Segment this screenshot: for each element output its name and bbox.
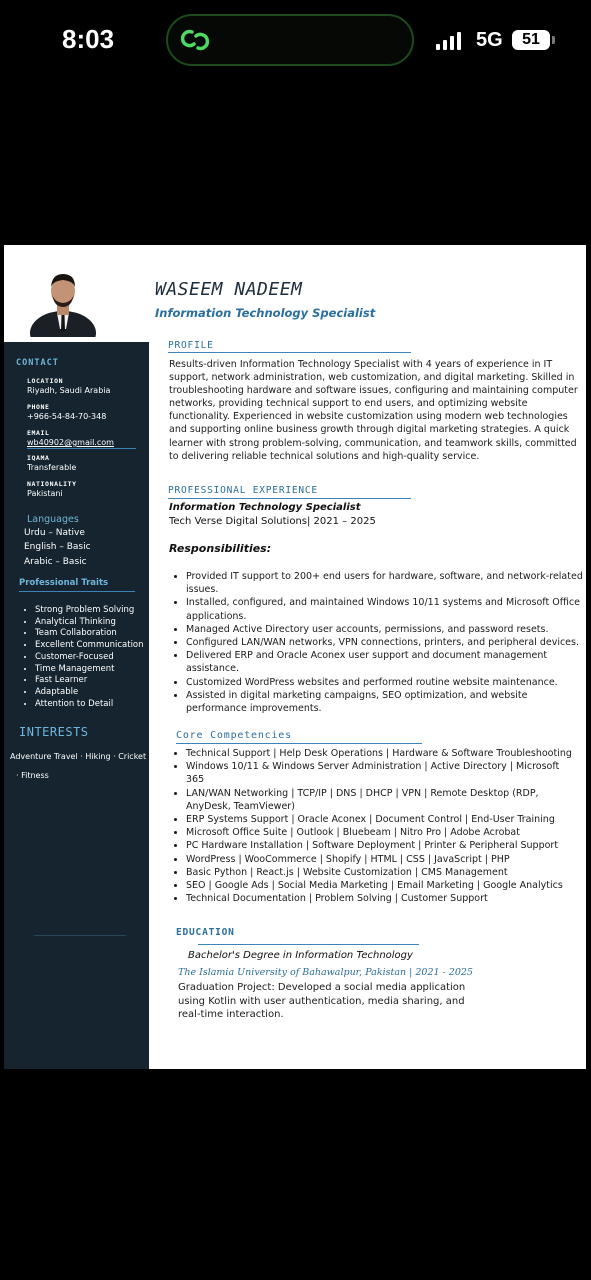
network-type: 5G — [476, 29, 503, 51]
iqama-label: IQAMA — [27, 454, 50, 462]
nationality-value: Pakistani — [27, 489, 63, 498]
education-heading: EDUCATION — [176, 927, 235, 938]
education-degree: Bachelor's Degree in Information Technology — [188, 950, 413, 961]
list-item: • Basic Python | React.js | Website Customization | CMS Management — [186, 866, 576, 879]
battery-icon: 51 — [512, 30, 550, 50]
clock: 8:03 — [62, 24, 115, 54]
battery-tip — [552, 36, 555, 44]
experience-rule — [168, 498, 411, 499]
list-item: • Technical Support | Help Desk Operations | Hardware & Software Troubleshooting — [186, 747, 576, 760]
sidebar-bottom-rule — [34, 935, 126, 936]
education-project: Graduation Project: Developed a social media application using Kotlin with user authentication, media sharing, and real-time interaction. — [178, 982, 466, 1020]
list-item: • Assisted in digital marketing campaigns, SEO optimization, and website performance improvements. — [186, 689, 584, 715]
list-item: • Customized WordPress websites and performed routine website maintenance. — [186, 676, 584, 689]
email-link[interactable]: wb40902@gmail.com — [27, 438, 114, 447]
traits-list — [24, 605, 144, 710]
cellular-signal-icon — [436, 30, 466, 50]
list-item: • WordPress | WooCommerce | Shopify | HTML | CSS | JavaScript | PHP — [186, 853, 576, 866]
education-rule — [198, 944, 419, 945]
list-item: • ERP Systems Support | Oracle Aconex | Document Control | End-User Training — [186, 813, 576, 826]
resume-document — [4, 245, 586, 1069]
profile-heading: PROFILE — [168, 340, 214, 351]
job-title: Information Technology Specialist — [169, 502, 361, 513]
list-item: • Adaptable — [35, 687, 144, 699]
list-item: • Customer-Focused — [35, 652, 144, 664]
interests-heading: INTERESTS — [19, 725, 89, 739]
email-label: EMAIL — [27, 429, 50, 437]
profile-rule — [168, 352, 411, 353]
profile-text: Results-driven Information Technology Specialist with 4 years of experience in IT support, network administration, web customization, and digital marketing. Skilled in troubleshooting hardware and software issues, configuring and maintaining computer networks, providing technical support to end users, and optimizing website functionality. Experienced in website customization using modern web technologies and supporting online business growth through digital marketing strategies. A quick learner with strong problem-solving, communication, and teamwork skills, committed to delivering reliable technical solutions and high-quality service. — [169, 359, 578, 462]
list-item: • SEO | Google Ads | Social Media Marketing | Email Marketing | Google Analytics — [186, 879, 576, 892]
resume-title: Information Technology Specialist — [155, 306, 376, 320]
interests-line: · Fitness — [16, 771, 49, 780]
experience-heading: PROFESSIONAL EXPERIENCE — [168, 485, 318, 496]
list-item: • Excellent Communication — [35, 640, 144, 652]
list-item: • Configured LAN/WAN networks, VPN connections, printers, and peripheral devices. — [186, 636, 584, 649]
list-item: • Installed, configured, and maintained Windows 10/11 systems and Microsoft Office applications. — [186, 596, 584, 622]
resume-name: WASEEM NADEEM — [155, 279, 303, 300]
iqama-value: Transferable — [27, 463, 77, 472]
competencies-list — [170, 747, 576, 905]
location-label: LOCATION — [27, 377, 64, 385]
list-item: • Fast Learner — [35, 675, 144, 687]
list-item: • Analytical Thinking — [35, 617, 144, 629]
competencies-heading: Core Competencies — [176, 730, 292, 741]
list-item: • LAN/WAN Networking | TCP/IP | DNS | DHCP | VPN | Remote Desktop (RDP, AnyDesk, TeamViewer) — [186, 787, 576, 813]
competencies-rule — [176, 743, 422, 744]
contact-rule — [27, 448, 136, 449]
list-item: • Provided IT support to 200+ end users for hardware, software, and network-related issues. — [186, 570, 584, 596]
education-university: The Islamia University of Bahawalpur, Pakistan | 2021 - 2025 — [178, 967, 473, 978]
list-item: • Managed Active Directory user accounts, permissions, and password resets. — [186, 623, 584, 636]
list-item: • Attention to Detail — [35, 699, 144, 711]
list-item: • Team Collaboration — [35, 628, 144, 640]
list-item: • Microsoft Office Suite | Outlook | Bluebeam | Nitro Pro | Adobe Acrobat — [186, 826, 576, 839]
language-item: Arabic – Basic — [24, 557, 87, 567]
status-bar — [0, 0, 591, 80]
list-item: • Windows 10/11 & Windows Server Administration | Active Directory | Microsoft 365 — [186, 760, 576, 786]
list-item: • PC Hardware Installation | Software Deployment | Printer & Peripheral Support — [186, 839, 576, 852]
job-company: Tech Verse Digital Solutions| 2021 – 2025 — [169, 516, 376, 527]
location-value: Riyadh, Saudi Arabia — [27, 386, 111, 395]
contact-heading: CONTACT — [16, 358, 59, 368]
responsibilities-list — [170, 570, 584, 715]
list-item: • Technical Documentation | Problem Solving | Customer Support — [186, 892, 576, 905]
interests-line: Adventure Travel · Hiking · Cricket — [10, 752, 147, 761]
traits-rule — [19, 591, 135, 592]
language-item: English – Basic — [24, 542, 91, 552]
list-item: • Delivered ERP and Oracle Aconex user support and document management assistance. — [186, 649, 584, 675]
list-item: • Time Management — [35, 664, 144, 676]
languages-heading: Languages — [27, 514, 79, 525]
link-icon — [180, 27, 210, 53]
profile-photo — [30, 267, 96, 337]
list-item: • Strong Problem Solving — [35, 605, 144, 617]
dynamic-island[interactable] — [166, 14, 414, 66]
traits-heading: Professional Traits — [19, 578, 109, 588]
nationality-label: NATIONALITY — [27, 480, 77, 488]
responsibilities-heading: Responsibilities: — [169, 542, 272, 555]
phone-value: +966-54-84-70-348 — [27, 412, 107, 421]
language-item: Urdu – Native — [24, 528, 85, 538]
resume-sidebar — [4, 342, 149, 1069]
phone-label: PHONE — [27, 403, 50, 411]
